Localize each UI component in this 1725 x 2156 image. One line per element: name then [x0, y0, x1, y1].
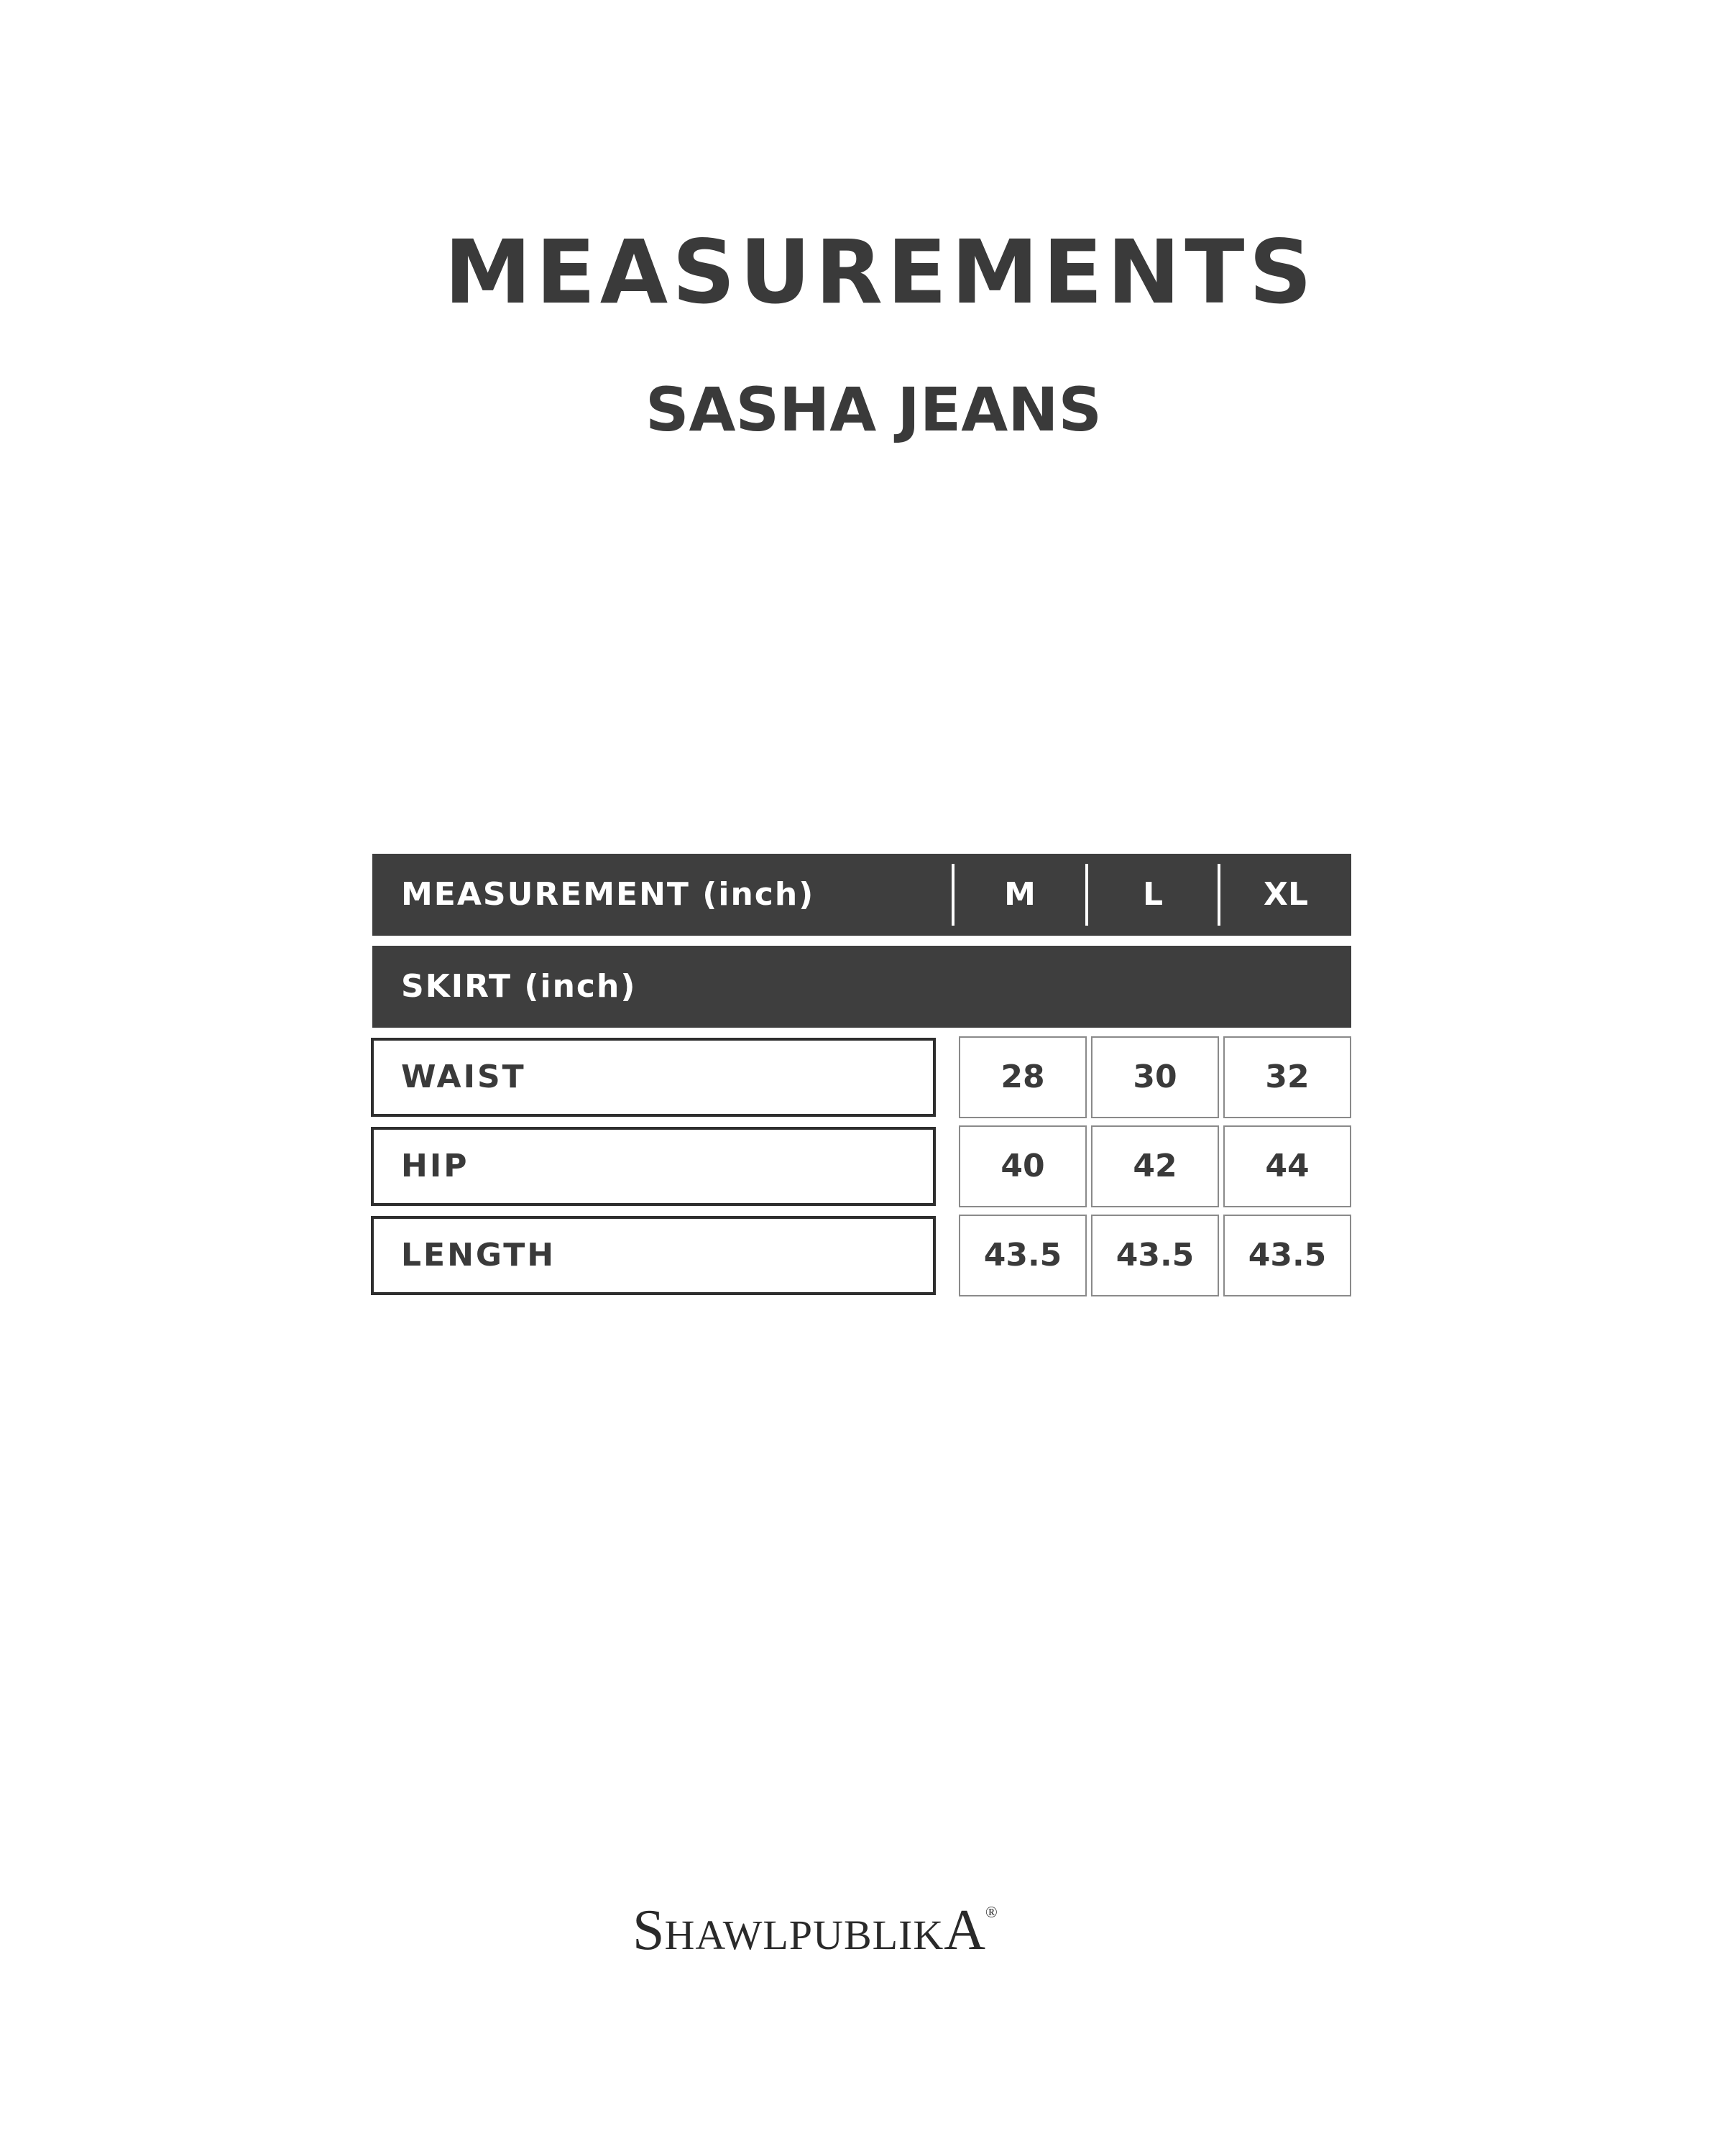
brand-last-letter: A — [944, 1899, 986, 1962]
brand-middle: HAWLPUBLIK — [664, 1912, 944, 1958]
header-size-m: M — [1004, 876, 1036, 913]
value-cell: 28 — [959, 1036, 1087, 1118]
value-cell: 44 — [1223, 1125, 1351, 1207]
header-size-xl: XL — [1264, 876, 1308, 913]
row-label-hip — [371, 1127, 936, 1206]
product-name: SASHA JEANS — [645, 374, 1103, 445]
value-cell: 43.5 — [1223, 1215, 1351, 1296]
value-cell: 40 — [959, 1125, 1087, 1207]
row-label-length — [371, 1216, 936, 1295]
row-label-text: LENGTH — [401, 1237, 556, 1273]
brand-logo — [632, 1899, 998, 1962]
value-cell: 30 — [1091, 1036, 1219, 1118]
value-cell: 43.5 — [959, 1215, 1087, 1296]
value-cell: 43.5 — [1091, 1215, 1219, 1296]
page-title: MEASUREMENTS — [444, 221, 1317, 323]
brand-first-letter: S — [632, 1899, 665, 1962]
section-label: SKIRT (inch) — [401, 968, 637, 1005]
row-label-text: WAIST — [401, 1059, 526, 1095]
registered-mark: ® — [985, 1903, 998, 1921]
row-label-waist — [371, 1038, 936, 1117]
section-header-skirt — [372, 946, 1351, 1028]
row-label-text: HIP — [401, 1148, 469, 1184]
header-size-l: L — [1142, 876, 1164, 913]
value-cell: 42 — [1091, 1125, 1219, 1207]
header-measurement-label: MEASUREMENT (inch) — [401, 876, 815, 913]
table-header — [372, 854, 1351, 936]
value-cell: 32 — [1223, 1036, 1351, 1118]
